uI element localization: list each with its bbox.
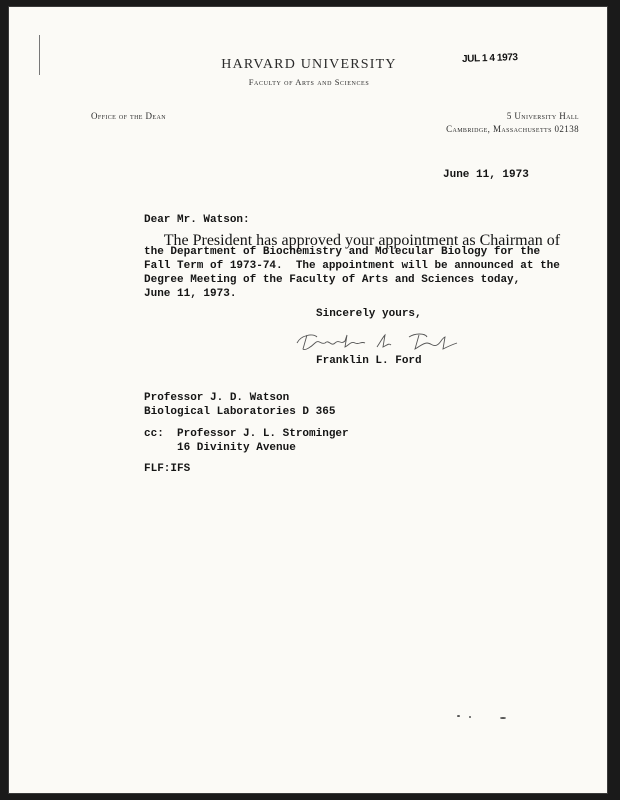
body-line: the Department of Biochemistry and Molecular Biology for the [144, 246, 541, 258]
paper-speck [500, 717, 506, 719]
typist-initials: FLF:IFS [144, 463, 191, 475]
university-name: HARVARD UNIVERSITY [221, 57, 397, 72]
address-line-1: 5 University Hall [506, 111, 579, 121]
recipient-address: Biological Laboratories D 365 [144, 406, 336, 418]
salutation: Dear Mr. Watson: [144, 214, 250, 226]
address-line-2: Cambridge, Massachusetts 02138 [446, 124, 579, 134]
body-line: Fall Term of 1973-74. The appointment will be announced at the [144, 260, 560, 272]
body-line: June 11, 1973. [144, 288, 237, 300]
recipient-name: Professor J. D. Watson [144, 392, 290, 404]
letter-date: June 11, 1973 [443, 169, 529, 181]
paper-speck [457, 715, 460, 717]
letter-page [8, 6, 608, 794]
office-name: Office of the Dean [91, 111, 166, 121]
cc-address: 16 Divinity Avenue [144, 442, 296, 454]
cc-line: cc: Professor J. L. Strominger [144, 428, 349, 440]
paper-speck [469, 716, 471, 718]
faculty-name: Faculty of Arts and Sciences [248, 77, 370, 87]
signer-name: Franklin L. Ford [316, 355, 422, 367]
body-line: Degree Meeting of the Faculty of Arts and Sciences today, [144, 274, 521, 286]
received-stamp: JUL 1 4 1973 [461, 52, 518, 65]
closing: Sincerely yours, [316, 308, 422, 320]
body-line: The President has approved your appointment as Chairman of [144, 232, 561, 249]
handwritten-signature [291, 329, 471, 353]
